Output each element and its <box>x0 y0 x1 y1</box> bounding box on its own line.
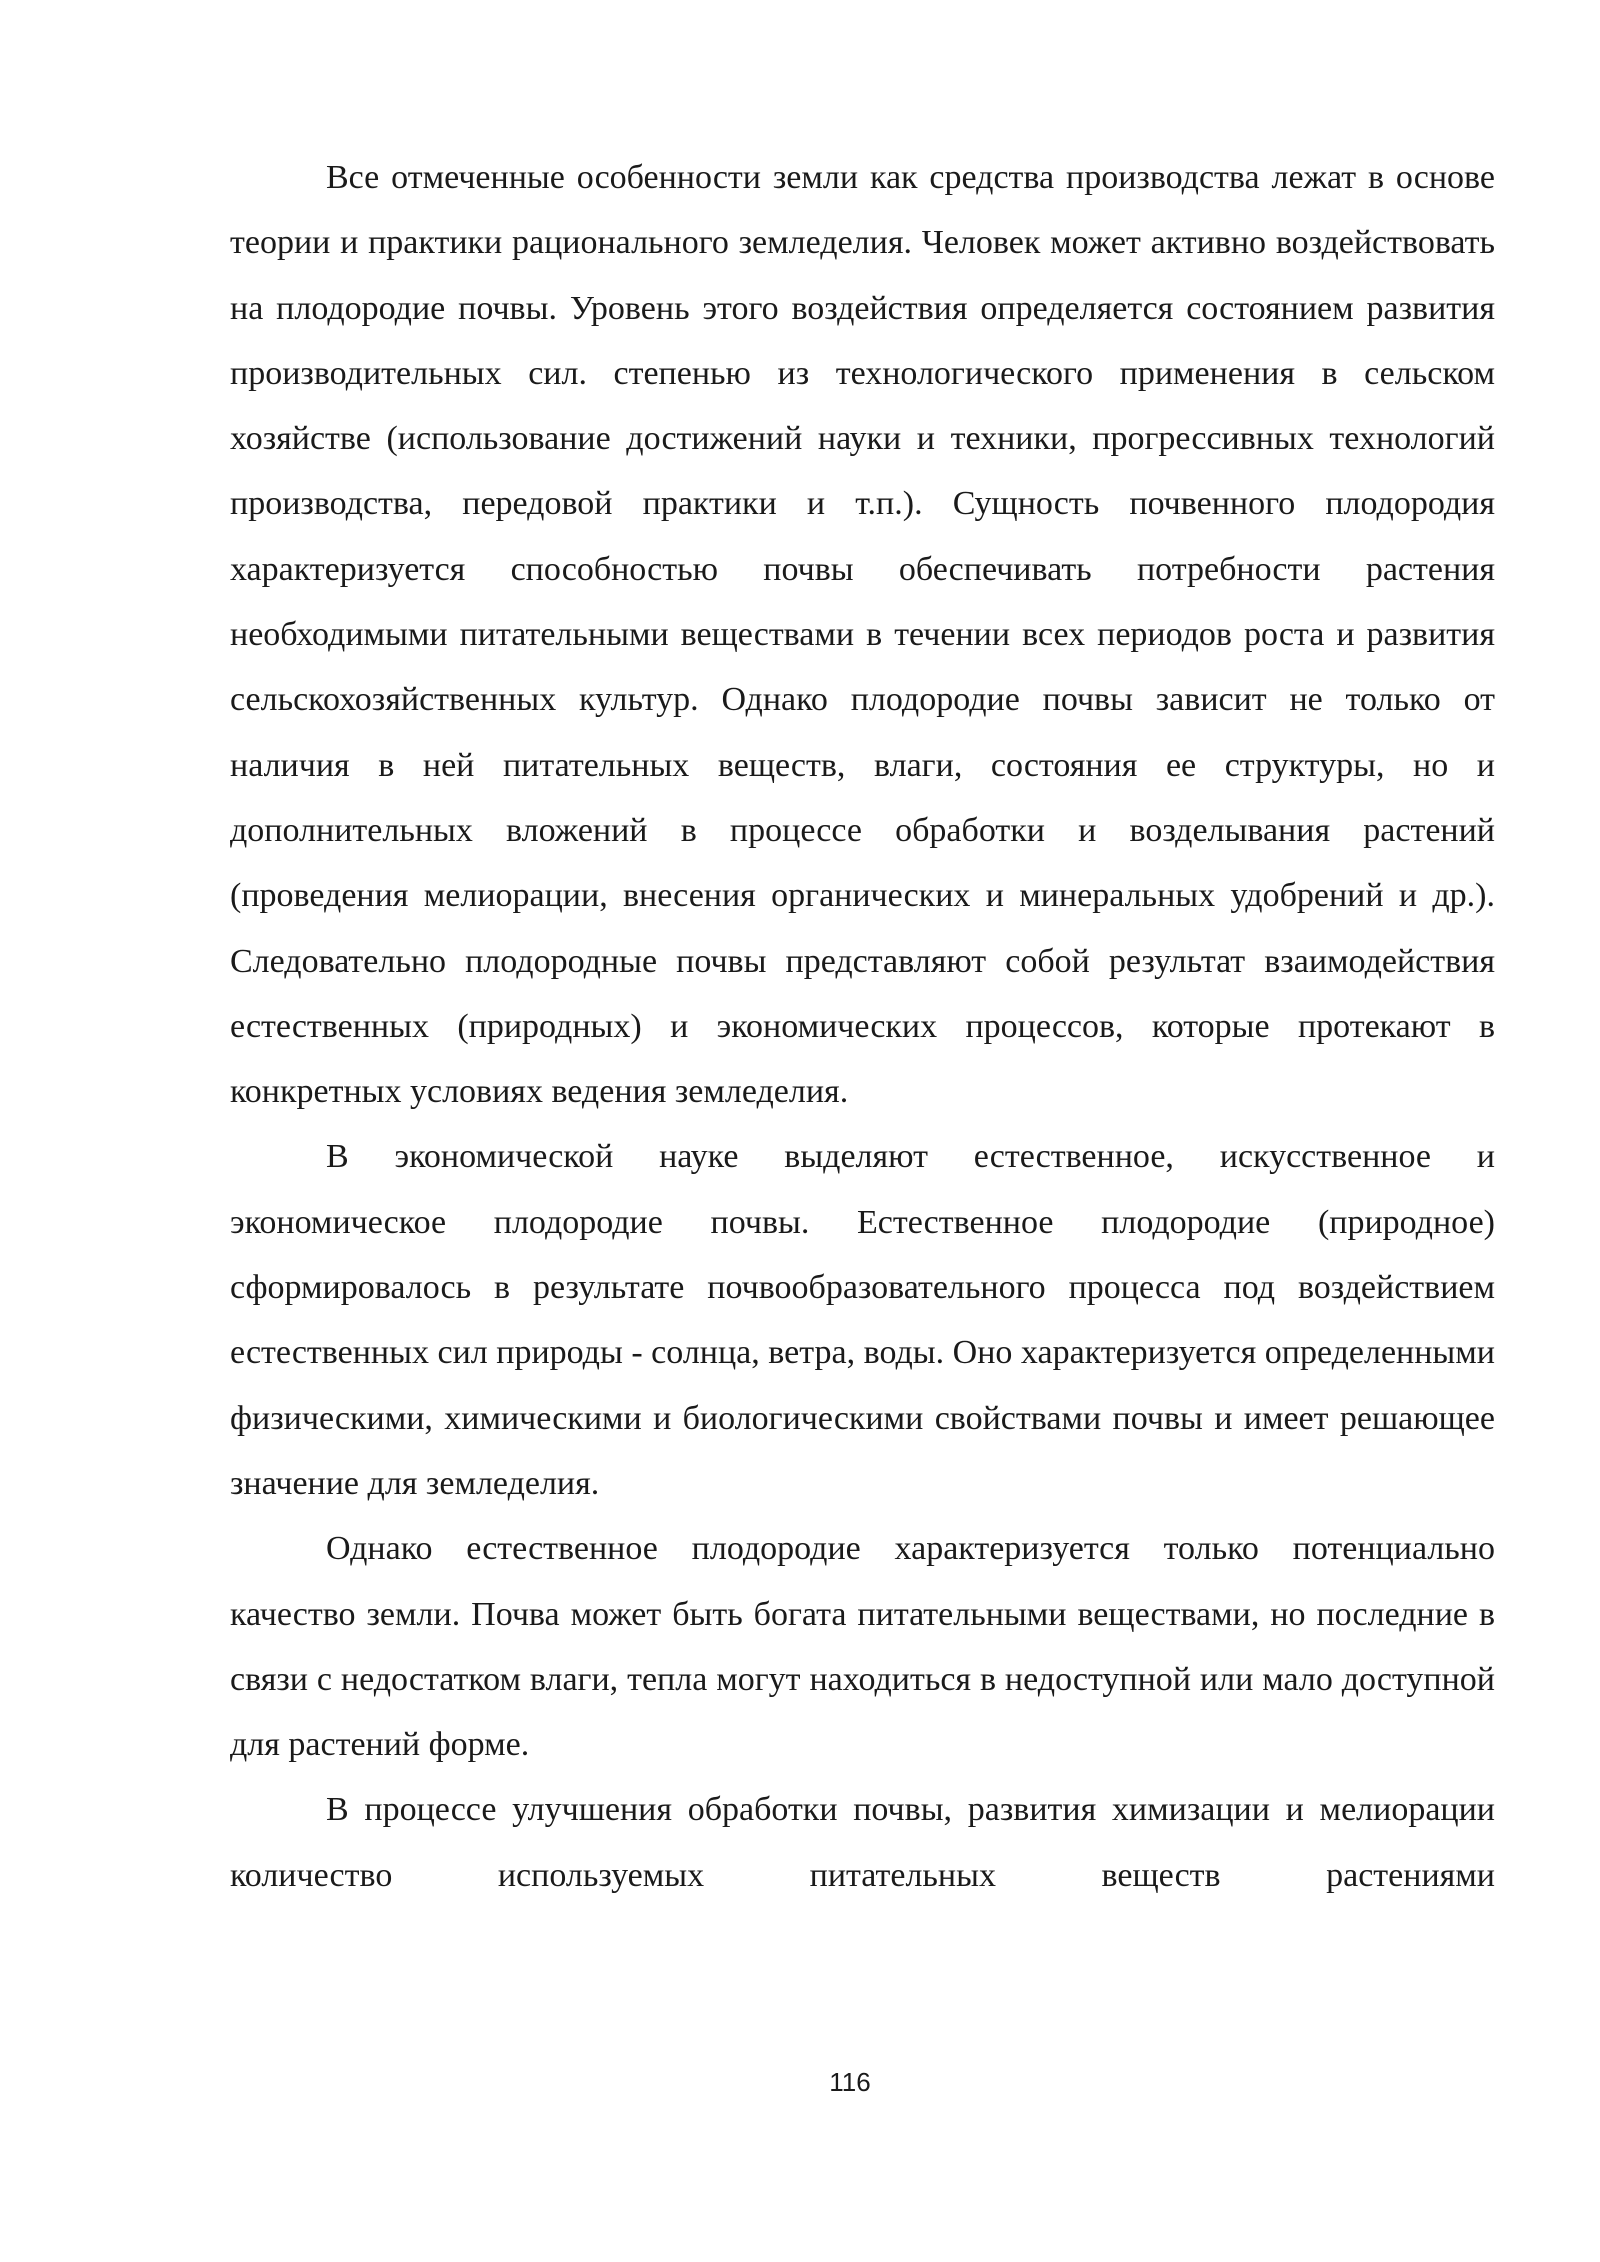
paragraph-1: Все отмеченные особенности земли как средства производства лежат в основе теории и практики рационального земледелия. Человек может активно воздействовать на плодородие почвы. Уровень этого воздействия определяется состоянием развития производительных сил. степенью из технологического применения в сельском хозяйстве (использование достижений науки и техники, прогрессивных технологий производства, передовой практики и т.п.). Сущность почвенного плодородия характеризуется способностью почвы обеспечивать потребности растения необходимыми питательными веществами в течении всех периодов роста и развития сельскохозяйственных культур. Однако плодородие почвы зависит не только от наличия в ней питательных веществ, влаги, состояния ее структуры, но и дополнительных вложений в процессе обработки и возделывания растений (проведения мелиорации, внесения органических и минеральных удобрений и др.). Следовательно плодородные почвы представляют собой результат взаимодействия естественных (природных) и экономических процессов, которые протекают в конкретных условиях ведения земледелия. <box>230 159 1495 1111</box>
body-text <box>230 145 1495 1908</box>
paragraph-3: Однако естественное плодородие характеризуется только потенциально качество земли. Почва может быть богата питательными веществами, но последние в связи с недостатком влаги, тепла могут находиться в недоступной или мало доступной для растений форме. <box>230 1530 1495 1764</box>
paragraph-2: В экономической науке выделяют естественное, искусственное и экономическое плодородие почвы. Естественное плодородие (природное) сформировалось в результате почвообразовательного процесса под воздействием естественных сил природы - солнца, ветра, воды. Оно характеризуется определенными физическими, химическими и биологическими свойствами почвы и имеет решающее значение для земледелия. <box>230 1138 1495 1502</box>
paragraph-4: В процессе улучшения обработки почвы, развития химизации и мелиорации количество используемых питательных веществ растениями <box>230 1791 1495 1894</box>
page-number: 116 <box>829 2067 871 2097</box>
